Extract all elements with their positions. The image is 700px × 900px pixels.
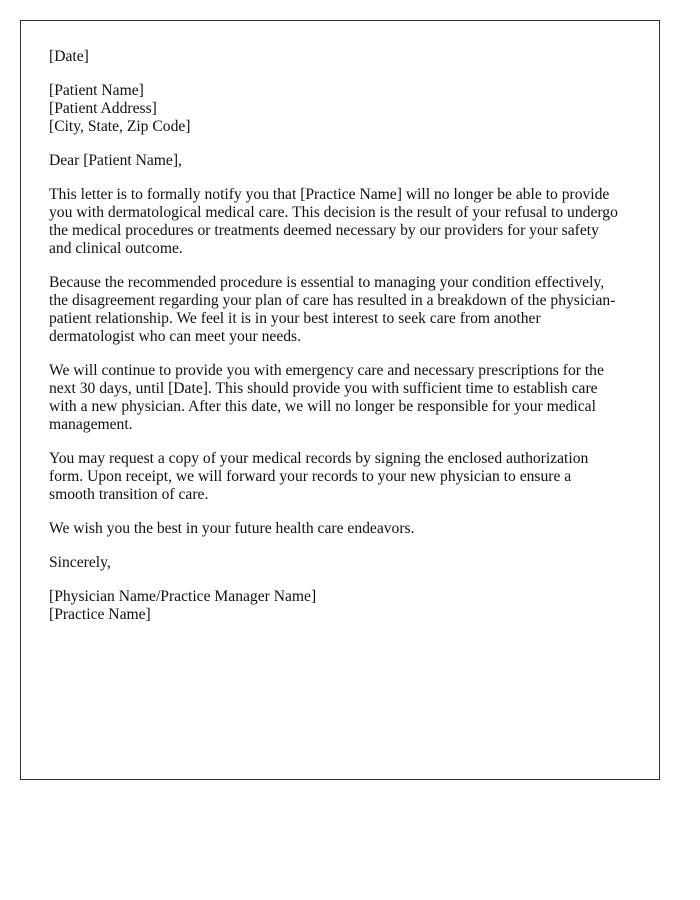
letter-date: [Date]: [49, 48, 89, 65]
closing: Sincerely,: [49, 554, 111, 571]
paragraph-medical-records: [49, 450, 639, 504]
recipient-city-state-zip: [City, State, Zip Code]: [49, 118, 191, 135]
salutation-block: [49, 152, 639, 170]
paragraph-line: next 30 days, until [Date]. This should provide you with sufficient time to establish care: [49, 380, 598, 397]
paragraph-line: You may request a copy of your medical records by signing the enclosed authorization: [49, 450, 589, 467]
paragraph-line: form. Upon receipt, we will forward your records to your new physician to ensure a: [49, 468, 572, 485]
paragraph-line: the disagreement regarding your plan of care has resulted in a breakdown of the physician-: [49, 292, 616, 309]
paragraph-line: smooth transition of care.: [49, 486, 209, 503]
paragraph-line: management.: [49, 416, 133, 433]
paragraph-line: dermatologist who can meet your needs.: [49, 328, 302, 345]
letter-body: [49, 48, 639, 640]
paragraph-termination-notice: [49, 186, 639, 258]
paragraph-well-wishes: [49, 520, 639, 538]
signature-block: [49, 588, 639, 624]
paragraph-line: and clinical outcome.: [49, 240, 183, 257]
salutation: Dear [Patient Name],: [49, 152, 182, 169]
paragraph-line: the medical procedures or treatments deemed necessary by our providers for your safety: [49, 222, 599, 239]
recipient-address-block: [49, 82, 639, 136]
letter-page: [20, 20, 660, 780]
signature-name: [Physician Name/Practice Manager Name]: [49, 588, 317, 605]
paragraph-transition-period: [49, 362, 639, 434]
paragraph-line: We will continue to provide you with emergency care and necessary prescriptions for the: [49, 362, 604, 379]
signature-practice: [Practice Name]: [49, 606, 151, 623]
paragraph-line: with a new physician. After this date, we will no longer be responsible for your medical: [49, 398, 596, 415]
recipient-address: [Patient Address]: [49, 100, 157, 117]
recipient-name: [Patient Name]: [49, 82, 144, 99]
date-block: [49, 48, 639, 66]
paragraph-reason: [49, 274, 639, 346]
paragraph-line: We wish you the best in your future health care endeavors.: [49, 520, 415, 537]
paragraph-line: Because the recommended procedure is essential to managing your condition effectively,: [49, 274, 605, 291]
paragraph-line: you with dermatological medical care. This decision is the result of your refusal to undergo: [49, 204, 618, 221]
closing-block: [49, 554, 639, 572]
paragraph-line: This letter is to formally notify you that [Practice Name] will no longer be able to provide: [49, 186, 610, 203]
paragraph-line: patient relationship. We feel it is in your best interest to seek care from another: [49, 310, 541, 327]
